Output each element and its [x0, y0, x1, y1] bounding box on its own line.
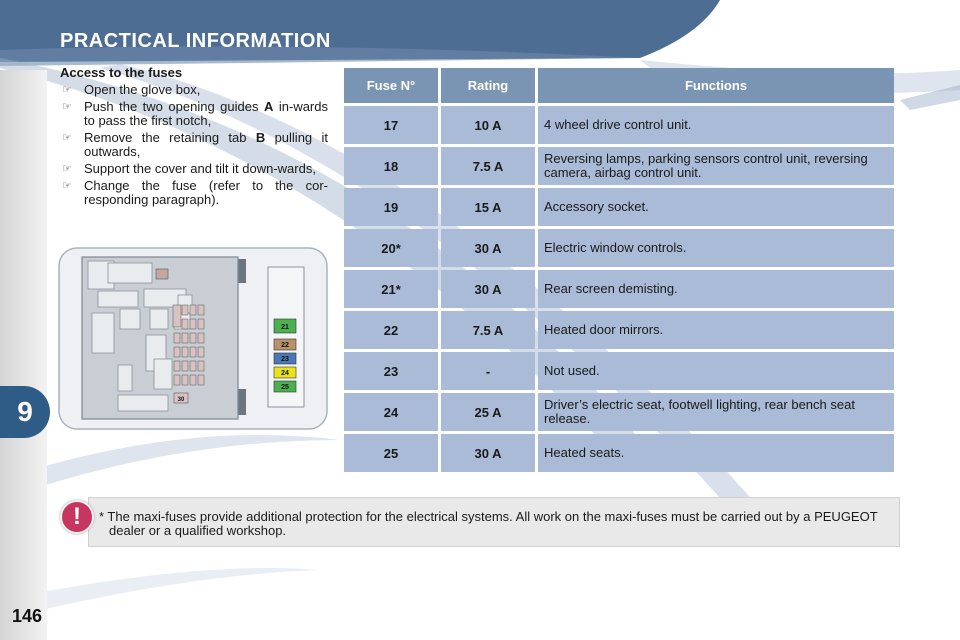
- chapter-tab: 9: [0, 386, 50, 438]
- fuse-rating: 15 A: [441, 188, 535, 226]
- pointing-hand-icon: ☞: [62, 163, 72, 175]
- table-row: [344, 270, 894, 308]
- fuse-21-label: 21: [281, 324, 289, 331]
- fuse-rating: 30 A: [441, 434, 535, 472]
- fuse-number: 18: [344, 147, 438, 185]
- fuse-number: 25: [344, 434, 438, 472]
- step-text: pulling it outwards,: [84, 130, 329, 159]
- pointing-hand-icon: ☞: [62, 101, 72, 113]
- page-number: 146: [12, 606, 43, 626]
- fuse-rating: 25 A: [441, 393, 535, 431]
- step-1: [60, 83, 328, 97]
- fuse-function: 4 wheel drive control unit.: [538, 106, 894, 144]
- table-header-row: [344, 68, 894, 103]
- fuse-function: Driver’s electric seat, footwell lighting, rear bench seat release.: [538, 393, 894, 431]
- step-text: in-wards to pass the first notch,: [84, 99, 328, 128]
- fuse-function: Electric window controls.: [538, 229, 894, 267]
- fuse-function: Not used.: [538, 352, 894, 390]
- table-row: [344, 106, 894, 144]
- fuse-number: 21*: [344, 270, 438, 308]
- step-text: Push the two opening guides: [84, 99, 264, 114]
- fuse-rating: 30 A: [441, 229, 535, 267]
- fuse-number: 24: [344, 393, 438, 431]
- step-2: [60, 100, 328, 128]
- fuse-number: 22: [344, 311, 438, 349]
- step-5: [60, 179, 328, 207]
- step-4: [60, 162, 328, 176]
- fuse-table: [341, 65, 897, 475]
- fuse-24-label: 24: [281, 370, 289, 377]
- fuse-box-diagram: [58, 247, 328, 430]
- maxi-fuse-note: [88, 497, 900, 547]
- fuse-22-label: 22: [281, 342, 289, 349]
- column-header-rating: Rating: [441, 68, 535, 103]
- table-row: [344, 434, 894, 472]
- table-row: [344, 229, 894, 267]
- table-row: [344, 352, 894, 390]
- fuse-rating: 30 A: [441, 270, 535, 308]
- fuse-function: Reversing lamps, parking sensors control unit, reversing camera, airbag control unit.: [538, 147, 894, 185]
- fuse-rating: 10 A: [441, 106, 535, 144]
- step-text: Remove the retaining tab: [84, 130, 256, 145]
- warning-icon: !: [60, 500, 94, 534]
- fuse-number: 17: [344, 106, 438, 144]
- pointing-hand-icon: ☞: [62, 132, 72, 144]
- fuse-number: 20*: [344, 229, 438, 267]
- step-text: Open the glove box,: [84, 82, 201, 97]
- fuse-number: 23: [344, 352, 438, 390]
- left-margin-strip: [0, 70, 47, 640]
- page-title: PRACTICAL INFORMATION: [60, 30, 331, 52]
- fuse-function: Rear screen demisting.: [538, 270, 894, 308]
- step-text: Change the fuse (refer to the cor-responding paragraph).: [84, 178, 328, 207]
- table-row: [344, 393, 894, 431]
- fuse-function: Heated seats.: [538, 434, 894, 472]
- fuse-23-label: 23: [281, 356, 289, 363]
- access-title: Access to the fuses: [60, 65, 183, 80]
- access-instructions: [60, 66, 328, 210]
- guide-label: A: [263, 99, 274, 114]
- table-row: [344, 147, 894, 185]
- tab-label: B: [255, 130, 266, 145]
- column-header-functions: Functions: [538, 68, 894, 103]
- fuse-rating: -: [441, 352, 535, 390]
- fuse-30-label: 30: [177, 397, 185, 403]
- pointing-hand-icon: ☞: [62, 84, 72, 96]
- table-row: [344, 311, 894, 349]
- column-header-fuse-number: Fuse N°: [344, 68, 438, 103]
- fuse-rating: 7.5 A: [441, 147, 535, 185]
- note-text: * The maxi-fuses provide additional protection for the electrical systems. All work on the maxi-fuses must be carried out by a PEUGEOT dealer or a qualified workshop.: [99, 509, 878, 538]
- fuse-function: Accessory socket.: [538, 188, 894, 226]
- fuse-rating: 7.5 A: [441, 311, 535, 349]
- fuse-25-label: 25: [281, 384, 289, 391]
- pointing-hand-icon: ☞: [62, 180, 72, 192]
- table-row: [344, 188, 894, 226]
- fuse-number: 19: [344, 188, 438, 226]
- fuse-function: Heated door mirrors.: [538, 311, 894, 349]
- step-text: Support the cover and tilt it down-wards,: [84, 161, 316, 176]
- step-3: [60, 131, 328, 159]
